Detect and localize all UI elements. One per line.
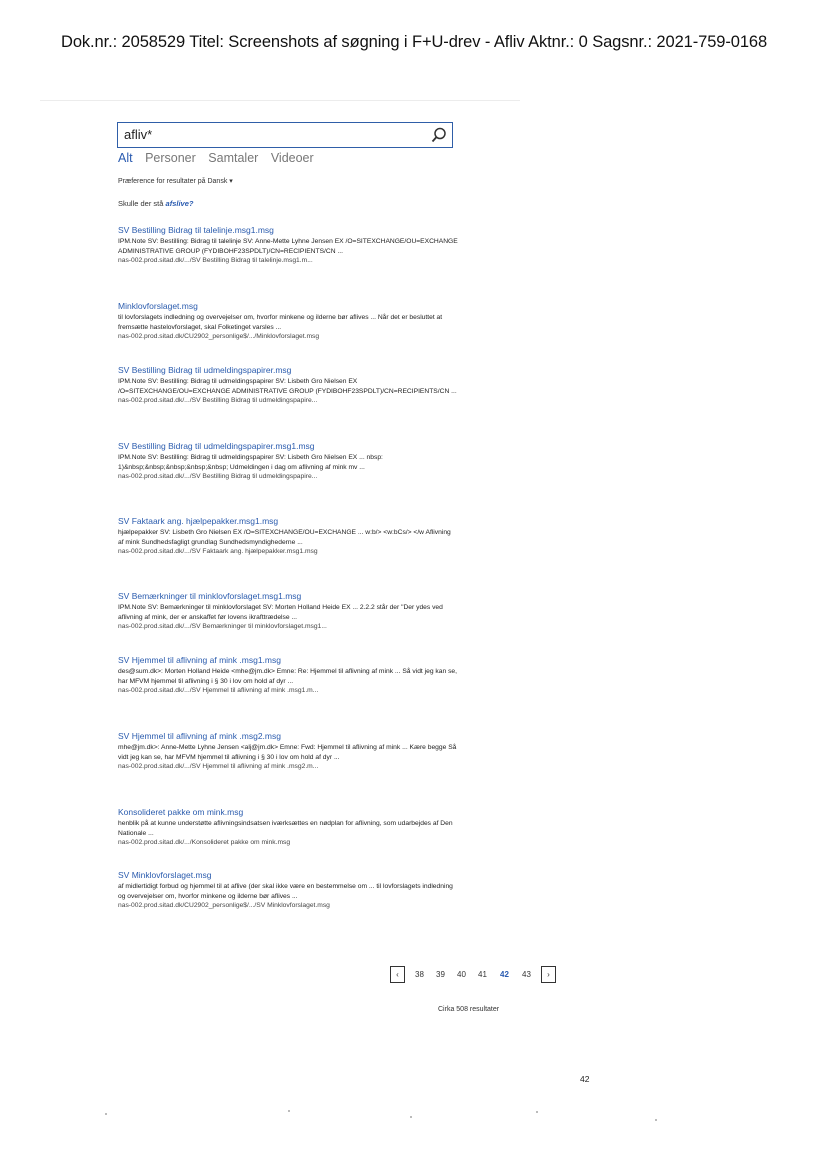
prev-page-button[interactable]: ‹ <box>390 966 405 983</box>
result-snippet: IPM.Note SV: Bemærkninger til minklovforslaget SV: Morten Holland Heide EX ... 2.2.2 står der "Der ydes ved aflivning af mink, der er anskaffet før lovens ikrafttrædelse ... <box>118 604 443 621</box>
result-url: nas-002.prod.sitad.dk/.../SV Bemærkninger til minklovforslaget.msg1... <box>118 623 327 631</box>
result-snippet: af midlertidigt forbud og hjemmel til at aflive (der skal ikke være en bestemmelse om ... til lovforslagets indledning og overvejelser om, hvorfor minkene og ilderne bør aflives ... <box>118 883 453 900</box>
result-title[interactable]: SV Bestilling Bidrag til udmeldingspapirer.msg <box>118 365 292 375</box>
spelling-suggestion <box>118 199 193 208</box>
scan-artifact-line <box>40 100 520 101</box>
current-page: 42 <box>500 970 509 979</box>
search-result <box>118 516 458 557</box>
result-title[interactable]: SV Hjemmel til aflivning af mink .msg2.msg <box>118 731 281 741</box>
result-snippet: IPM.Note SV: Bestilling: Bidrag til talelinje SV: Anne-Mette Lyhne Jensen EX /O=SITEXCHANGE/OU=EXCHANGE ADMINISTRATIVE GROUP (FYDIBOHF23SPDLT)/CN=RECIPIENTS/CN ... <box>118 238 458 255</box>
result-url: nas-002.prod.sitad.dk/CU2902_personlige$/.../SV Minklovforslaget.msg <box>118 902 330 910</box>
result-url: nas-002.prod.sitad.dk/.../SV Faktaark ang. hjælpepakker.msg1.msg <box>118 548 318 556</box>
result-snippet: mhe@jm.dk>: Anne-Mette Lyhne Jensen <alj@jm.dk> Emne: Fwd: Hjemmel til aflivning af mink ... Kære begge Så vidt jeg kan se, har MFVM hjemmel til aflivning i § 30 i lov om hold af dyr ... <box>118 744 457 761</box>
search-result <box>118 807 458 848</box>
search-input[interactable]: afliv* <box>124 127 153 142</box>
scan-dot <box>288 1110 290 1112</box>
result-title[interactable]: Minklovforslaget.msg <box>118 301 198 311</box>
result-title[interactable]: SV Bestilling Bidrag til udmeldingspapirer.msg1.msg <box>118 441 315 451</box>
suggestion-term[interactable]: afslive? <box>165 199 194 208</box>
page-number: 42 <box>580 1074 590 1084</box>
tab-all[interactable]: Alt <box>118 151 133 165</box>
result-title[interactable]: Konsolideret pakke om mink.msg <box>118 807 244 817</box>
page-link[interactable]: 39 <box>436 970 445 979</box>
search-result <box>118 225 458 266</box>
search-box[interactable] <box>117 122 453 148</box>
result-url: nas-002.prod.sitad.dk/.../Konsolideret pakke om mink.msg <box>118 839 291 847</box>
page-link[interactable]: 40 <box>457 970 466 979</box>
search-result <box>118 655 458 696</box>
result-url: nas-002.prod.sitad.dk/.../SV Hjemmel til aflivning af mink .msg2.m... <box>118 763 319 771</box>
result-url: nas-002.prod.sitad.dk/.../SV Hjemmel til aflivning af mink .msg1.m... <box>118 687 319 695</box>
tab-people[interactable]: Personer <box>145 151 196 165</box>
scan-dot <box>105 1113 107 1115</box>
page-link[interactable]: 38 <box>415 970 424 979</box>
search-result <box>118 731 458 772</box>
suggestion-prefix: Skulle der stå <box>118 199 166 208</box>
scan-dot <box>536 1111 538 1113</box>
result-snippet: des@sum.dk>: Morten Holland Heide <mhe@jm.dk> Emne: Re: Hjemmel til aflivning af mink ... Så vidt jeg kan se, har MFVM hjemmel til aflivning i § 30 i lov om hold af dyr ... <box>118 668 457 685</box>
result-snippet: til lovforslagets indledning og overvejelser om, hvorfor minkene og ilderne bør aflives ... Når det er besluttet at fremsætte hastelovforslaget, skal Folketinget varsles ... <box>118 314 443 331</box>
search-tabs <box>118 151 323 165</box>
language-preference[interactable]: Præference for resultater på Dansk ▾ <box>118 178 233 185</box>
result-title[interactable]: SV Bemærkninger til minklovforslaget.msg1.msg <box>118 591 302 601</box>
page-link[interactable]: 41 <box>478 970 487 979</box>
scan-dot <box>655 1119 657 1121</box>
result-title[interactable]: SV Bestilling Bidrag til talelinje.msg1.msg <box>118 225 274 235</box>
result-title[interactable]: SV Hjemmel til aflivning af mink .msg1.msg <box>118 655 281 665</box>
result-url: nas-002.prod.sitad.dk/.../SV Bestilling Bidrag til udmeldingspapire... <box>118 473 318 481</box>
scan-dot <box>410 1116 412 1118</box>
result-snippet: henblik på at kunne understøtte aflivningsindsatsen iværksættes en nødplan for aflivning, som udarbejdes af Den Nationale ... <box>118 820 453 837</box>
result-url: nas-002.prod.sitad.dk/.../SV Bestilling Bidrag til udmeldingspapire... <box>118 397 318 405</box>
tab-videos[interactable]: Videoer <box>270 151 314 165</box>
next-page-button[interactable]: › <box>541 966 556 983</box>
result-url: nas-002.prod.sitad.dk/.../SV Bestilling Bidrag til talelinje.msg1.m... <box>118 257 313 265</box>
result-url: nas-002.prod.sitad.dk/CU2902_personlige$/.../Minklovforslaget.msg <box>118 333 320 341</box>
search-icon[interactable] <box>430 126 448 144</box>
search-result <box>118 591 458 632</box>
page-link[interactable]: 43 <box>522 970 531 979</box>
result-title[interactable]: SV Faktaark ang. hjælpepakker.msg1.msg <box>118 516 279 526</box>
search-result <box>118 870 458 911</box>
tab-conversations[interactable]: Samtaler <box>208 151 259 165</box>
result-title[interactable]: SV Minklovforslaget.msg <box>118 870 212 880</box>
result-snippet: IPM.Note SV: Bestilling: Bidrag til udmeldingspapirer SV: Lisbeth Gro Nielsen EX /O=SITEXCHANGE/OU=EXCHANGE ADMINISTRATIVE GROUP (FYDIBOHF23SPDLT)/CN=RECIPIENTS/CN ... <box>118 378 457 395</box>
result-snippet: IPM.Note SV: Bestilling: Bidrag til udmeldingspapirer SV: Lisbeth Gro Nielsen EX ... nbsp: 1)&nbsp;&nbsp;&nbsp;&nbsp;&nbsp; Udmeldingen i dag om aflivning af mink mv ... <box>118 454 383 471</box>
result-count: Cirka 508 resultater <box>438 1006 500 1013</box>
result-snippet: hjælpepakker SV: Lisbeth Gro Nielsen EX /O=SITEXCHANGE/OU=EXCHANGE ... w:b/> <w:bCs/> </w Aflivning af mink Sundhedsfagligt grundlag Sundhedsmyndighederne ... <box>118 529 451 546</box>
search-result <box>118 441 458 482</box>
document-header: Dok.nr.: 2058529 Titel: Screenshots af søgning i F+U-drev - Afliv Aktnr.: 0 Sagsnr.: 2021-759-0168 <box>61 33 768 51</box>
search-result <box>118 365 458 406</box>
search-result <box>118 301 458 342</box>
